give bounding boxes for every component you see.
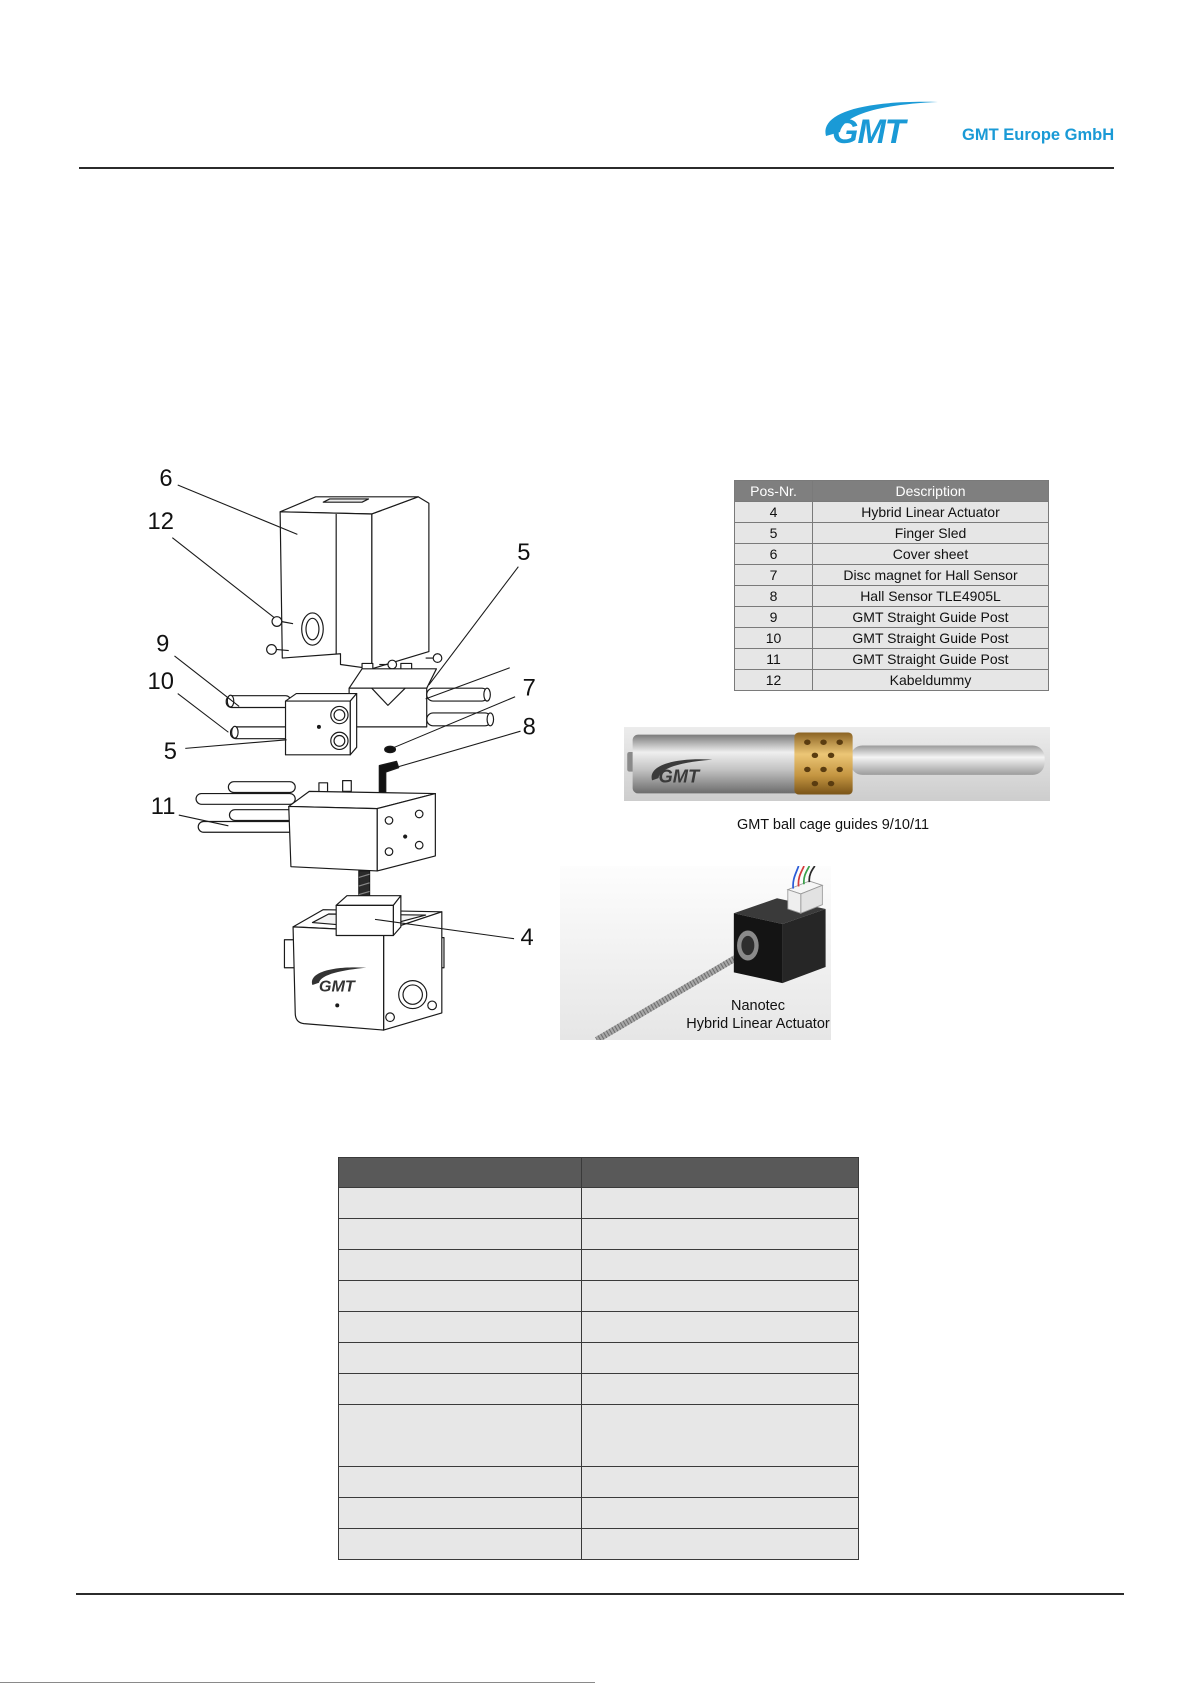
description-cell: Finger Sled	[813, 523, 1049, 544]
guide-logo: GMT	[658, 765, 700, 787]
table-row	[339, 1343, 859, 1374]
spec-cell	[582, 1281, 859, 1312]
guide-shaft	[850, 746, 1044, 775]
spec-cell	[339, 1467, 582, 1498]
pos-cell: 9	[735, 607, 813, 628]
table-row	[339, 1529, 859, 1560]
callout-5-lower: 5	[163, 739, 177, 766]
spec-cell	[582, 1343, 859, 1374]
spec-cell	[582, 1250, 859, 1281]
actuator-caption	[663, 997, 853, 1033]
spec-cell	[339, 1188, 582, 1219]
spec-cell	[339, 1312, 582, 1343]
finger-sled-lower	[289, 781, 436, 871]
spec-cell	[339, 1281, 582, 1312]
pos-cell: 6	[735, 544, 813, 565]
pos-cell: 12	[735, 670, 813, 691]
finger-sled-upper	[349, 663, 493, 726]
spec-cell	[582, 1467, 859, 1498]
table-row	[735, 544, 1049, 565]
description-cell: GMT Straight Guide Post	[813, 607, 1049, 628]
callout-5-upper: 5	[517, 540, 531, 567]
spec-cell	[582, 1405, 859, 1467]
table-row	[735, 607, 1049, 628]
ball-cage-caption: GMT ball cage guides 9/10/11	[736, 817, 930, 833]
pos-cell: 10	[735, 628, 813, 649]
spec-cell	[582, 1188, 859, 1219]
table-row	[339, 1498, 859, 1529]
pos-cell: 7	[735, 565, 813, 586]
table-row	[339, 1312, 859, 1343]
pos-cell: 4	[735, 502, 813, 523]
specification-table	[338, 1157, 859, 1560]
gmt-logo	[820, 96, 945, 150]
spec-table-header	[339, 1158, 859, 1188]
spec-cell	[339, 1250, 582, 1281]
spec-header-cell	[339, 1158, 582, 1188]
table-row	[339, 1250, 859, 1281]
description-cell: Kabeldummy	[813, 670, 1049, 691]
table-row	[735, 670, 1049, 691]
callout-10: 10	[147, 669, 174, 696]
description-cell: Disc magnet for Hall Sensor	[813, 565, 1049, 586]
page-bottom-rule	[0, 1682, 595, 1683]
table-row	[339, 1467, 859, 1498]
table-row	[339, 1405, 859, 1467]
header-pos-nr: Pos-Nr.	[735, 481, 813, 502]
spec-cell	[582, 1219, 859, 1250]
description-cell: Cover sheet	[813, 544, 1049, 565]
actuator-caption-type: Hybrid Linear Actuator	[686, 1016, 830, 1032]
callout-4: 4	[520, 925, 534, 952]
spec-cell	[582, 1498, 859, 1529]
finger-sled-block	[286, 694, 357, 755]
spec-cell	[582, 1529, 859, 1560]
parts-table	[734, 480, 1049, 691]
disc-magnet	[385, 746, 396, 752]
table-row	[339, 1188, 859, 1219]
table-row	[735, 586, 1049, 607]
pos-cell: 8	[735, 586, 813, 607]
pos-cell: 5	[735, 523, 813, 544]
housing-logo: GMT	[318, 977, 355, 996]
callout-12: 12	[147, 509, 174, 536]
table-row	[339, 1281, 859, 1312]
ball-cage-guide-photo	[624, 727, 1050, 801]
description-cell: Hybrid Linear Actuator	[813, 502, 1049, 523]
brass-ball-cage	[794, 732, 852, 794]
guide-posts-11	[196, 782, 295, 833]
table-row	[339, 1219, 859, 1250]
cover-sheet	[280, 497, 429, 669]
spec-cell	[339, 1529, 582, 1560]
actuator-caption-brand: Nanotec	[730, 998, 785, 1014]
parts-table-header	[735, 481, 1049, 502]
stepper-motor	[734, 898, 826, 983]
pos-cell: 11	[735, 649, 813, 670]
spec-cell	[339, 1374, 582, 1405]
spec-cell	[339, 1405, 582, 1467]
description-cell: GMT Straight Guide Post	[813, 628, 1049, 649]
table-row	[735, 502, 1049, 523]
logo-wordmark: GMT	[832, 113, 905, 150]
spec-cell	[339, 1219, 582, 1250]
exploded-assembly-drawing	[140, 457, 555, 1043]
table-row	[339, 1374, 859, 1405]
header-description: Description	[813, 481, 1049, 502]
hybrid-linear-actuator	[336, 896, 401, 936]
spec-cell	[582, 1374, 859, 1405]
callout-9: 9	[156, 631, 170, 658]
description-cell: GMT Straight Guide Post	[813, 649, 1049, 670]
spec-header-cell	[582, 1158, 859, 1188]
guide-posts-9-10	[226, 695, 291, 739]
callout-11: 11	[150, 794, 176, 820]
spec-cell	[339, 1343, 582, 1374]
table-row	[735, 628, 1049, 649]
table-row	[735, 565, 1049, 586]
spec-cell	[339, 1498, 582, 1529]
table-row	[735, 523, 1049, 544]
callout-7: 7	[522, 675, 536, 702]
company-name: GMT Europe GmbH	[962, 126, 1115, 144]
spec-cell	[582, 1312, 859, 1343]
callout-8: 8	[522, 714, 536, 741]
callout-6: 6	[159, 466, 173, 493]
footer-rule	[76, 1593, 1124, 1595]
description-cell: Hall Sensor TLE4905L	[813, 586, 1049, 607]
table-row	[735, 649, 1049, 670]
header-rule	[79, 167, 1114, 169]
